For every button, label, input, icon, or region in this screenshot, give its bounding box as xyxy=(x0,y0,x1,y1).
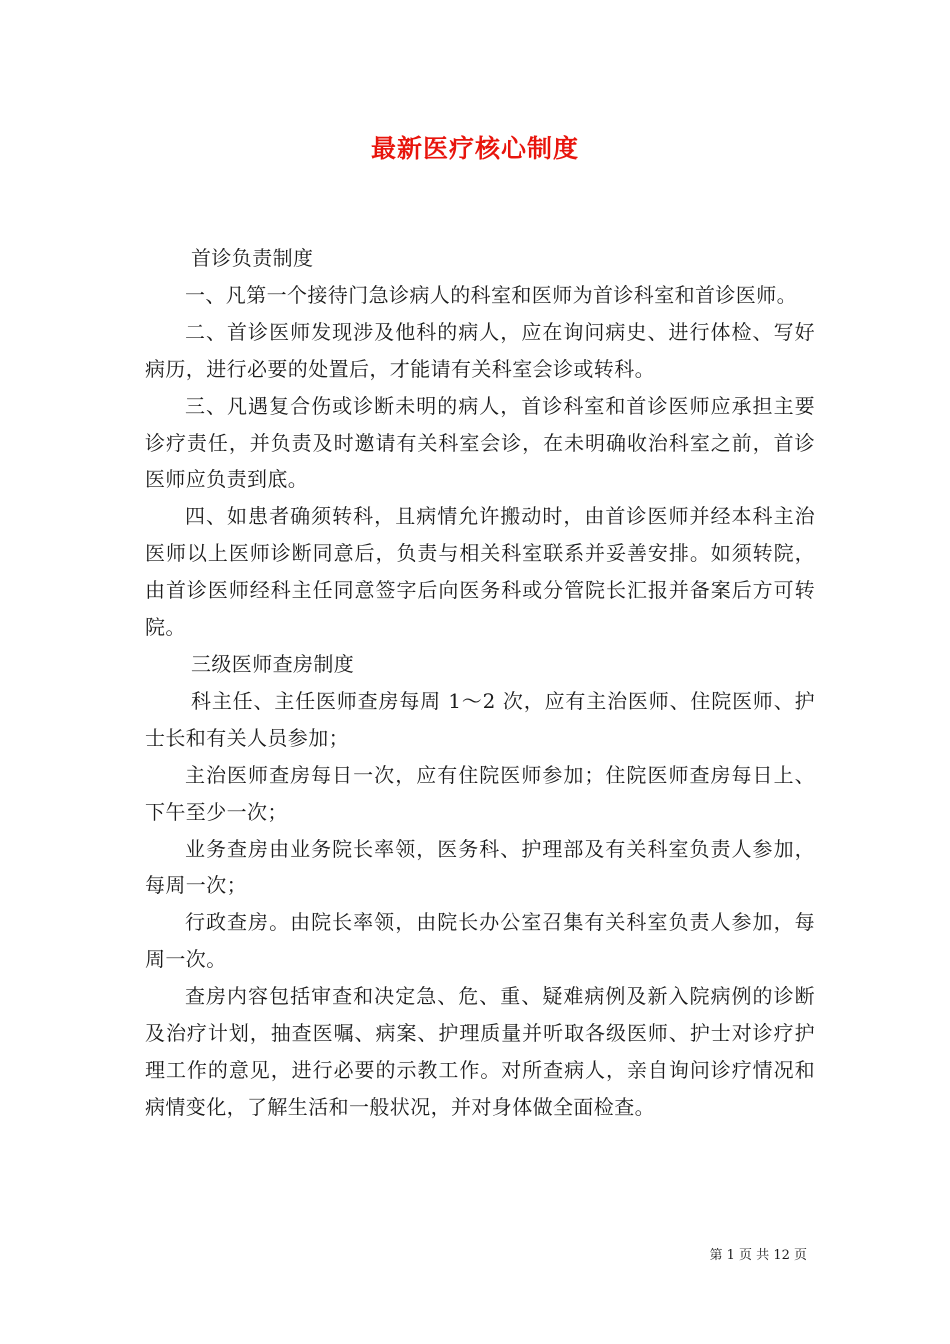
paragraph: 三、凡遇复合伤或诊断未明的病人，首诊科室和首诊医师应承担主要诊疗责任，并负责及时邀请有关科室会诊，在未明确收治科室之前，首诊医师应负责到底。 xyxy=(145,393,815,492)
paragraph: 科主任、主任医师查房每周 1～2 次，应有主治医师、住院医师、护士长和有关人员参加； xyxy=(145,688,815,750)
paragraph: 主治医师查房每日一次，应有住院医师参加；住院医师查房每日上、下午至少一次； xyxy=(145,762,815,824)
paragraph: 查房内容包括审查和决定急、危、重、疑难病例及新入院病例的诊断及治疗计划，抽查医嘱、病案、护理质量并听取各级医师、护士对诊疗护理工作的意见，进行必要的示教工作。对所查病人，亲自询问诊疗情况和病情变化，了解生活和一般状况，并对身体做全面检查。 xyxy=(145,984,815,1119)
section-heading-first-visit: 首诊负责制度 xyxy=(191,246,314,270)
paragraph: 四、如患者确须转科，且病情允许搬动时，由首诊医师并经本科主治医师以上医师诊断同意后，负责与相关科室联系并妥善安排。如须转院，由首诊医师经科主任同意签字后向医务科或分管院长汇报并备案后方可转院。 xyxy=(145,504,815,640)
document-body xyxy=(145,240,815,1126)
section-heading-ward-rounds: 三级医师查房制度 xyxy=(191,651,355,676)
paragraph: 业务查房由业务院长率领，医务科、护理部及有关科室负责人参加，每周一次； xyxy=(145,836,815,898)
page-number-footer: 第 1 页 共 12 页 xyxy=(709,1248,807,1263)
document-title: 最新医疗核心制度 xyxy=(370,134,579,163)
paragraph: 一、凡第一个接待门急诊病人的科室和医师为首诊科室和首诊医师。 xyxy=(185,282,797,307)
paragraph: 二、首诊医师发现涉及他科的病人，应在询问病史、进行体检、写好病历，进行必要的处置后，才能请有关科室会诊或转科。 xyxy=(145,319,815,381)
paragraph: 行政查房。由院长率领，由院长办公室召集有关科室负责人参加，每周一次。 xyxy=(145,910,815,972)
